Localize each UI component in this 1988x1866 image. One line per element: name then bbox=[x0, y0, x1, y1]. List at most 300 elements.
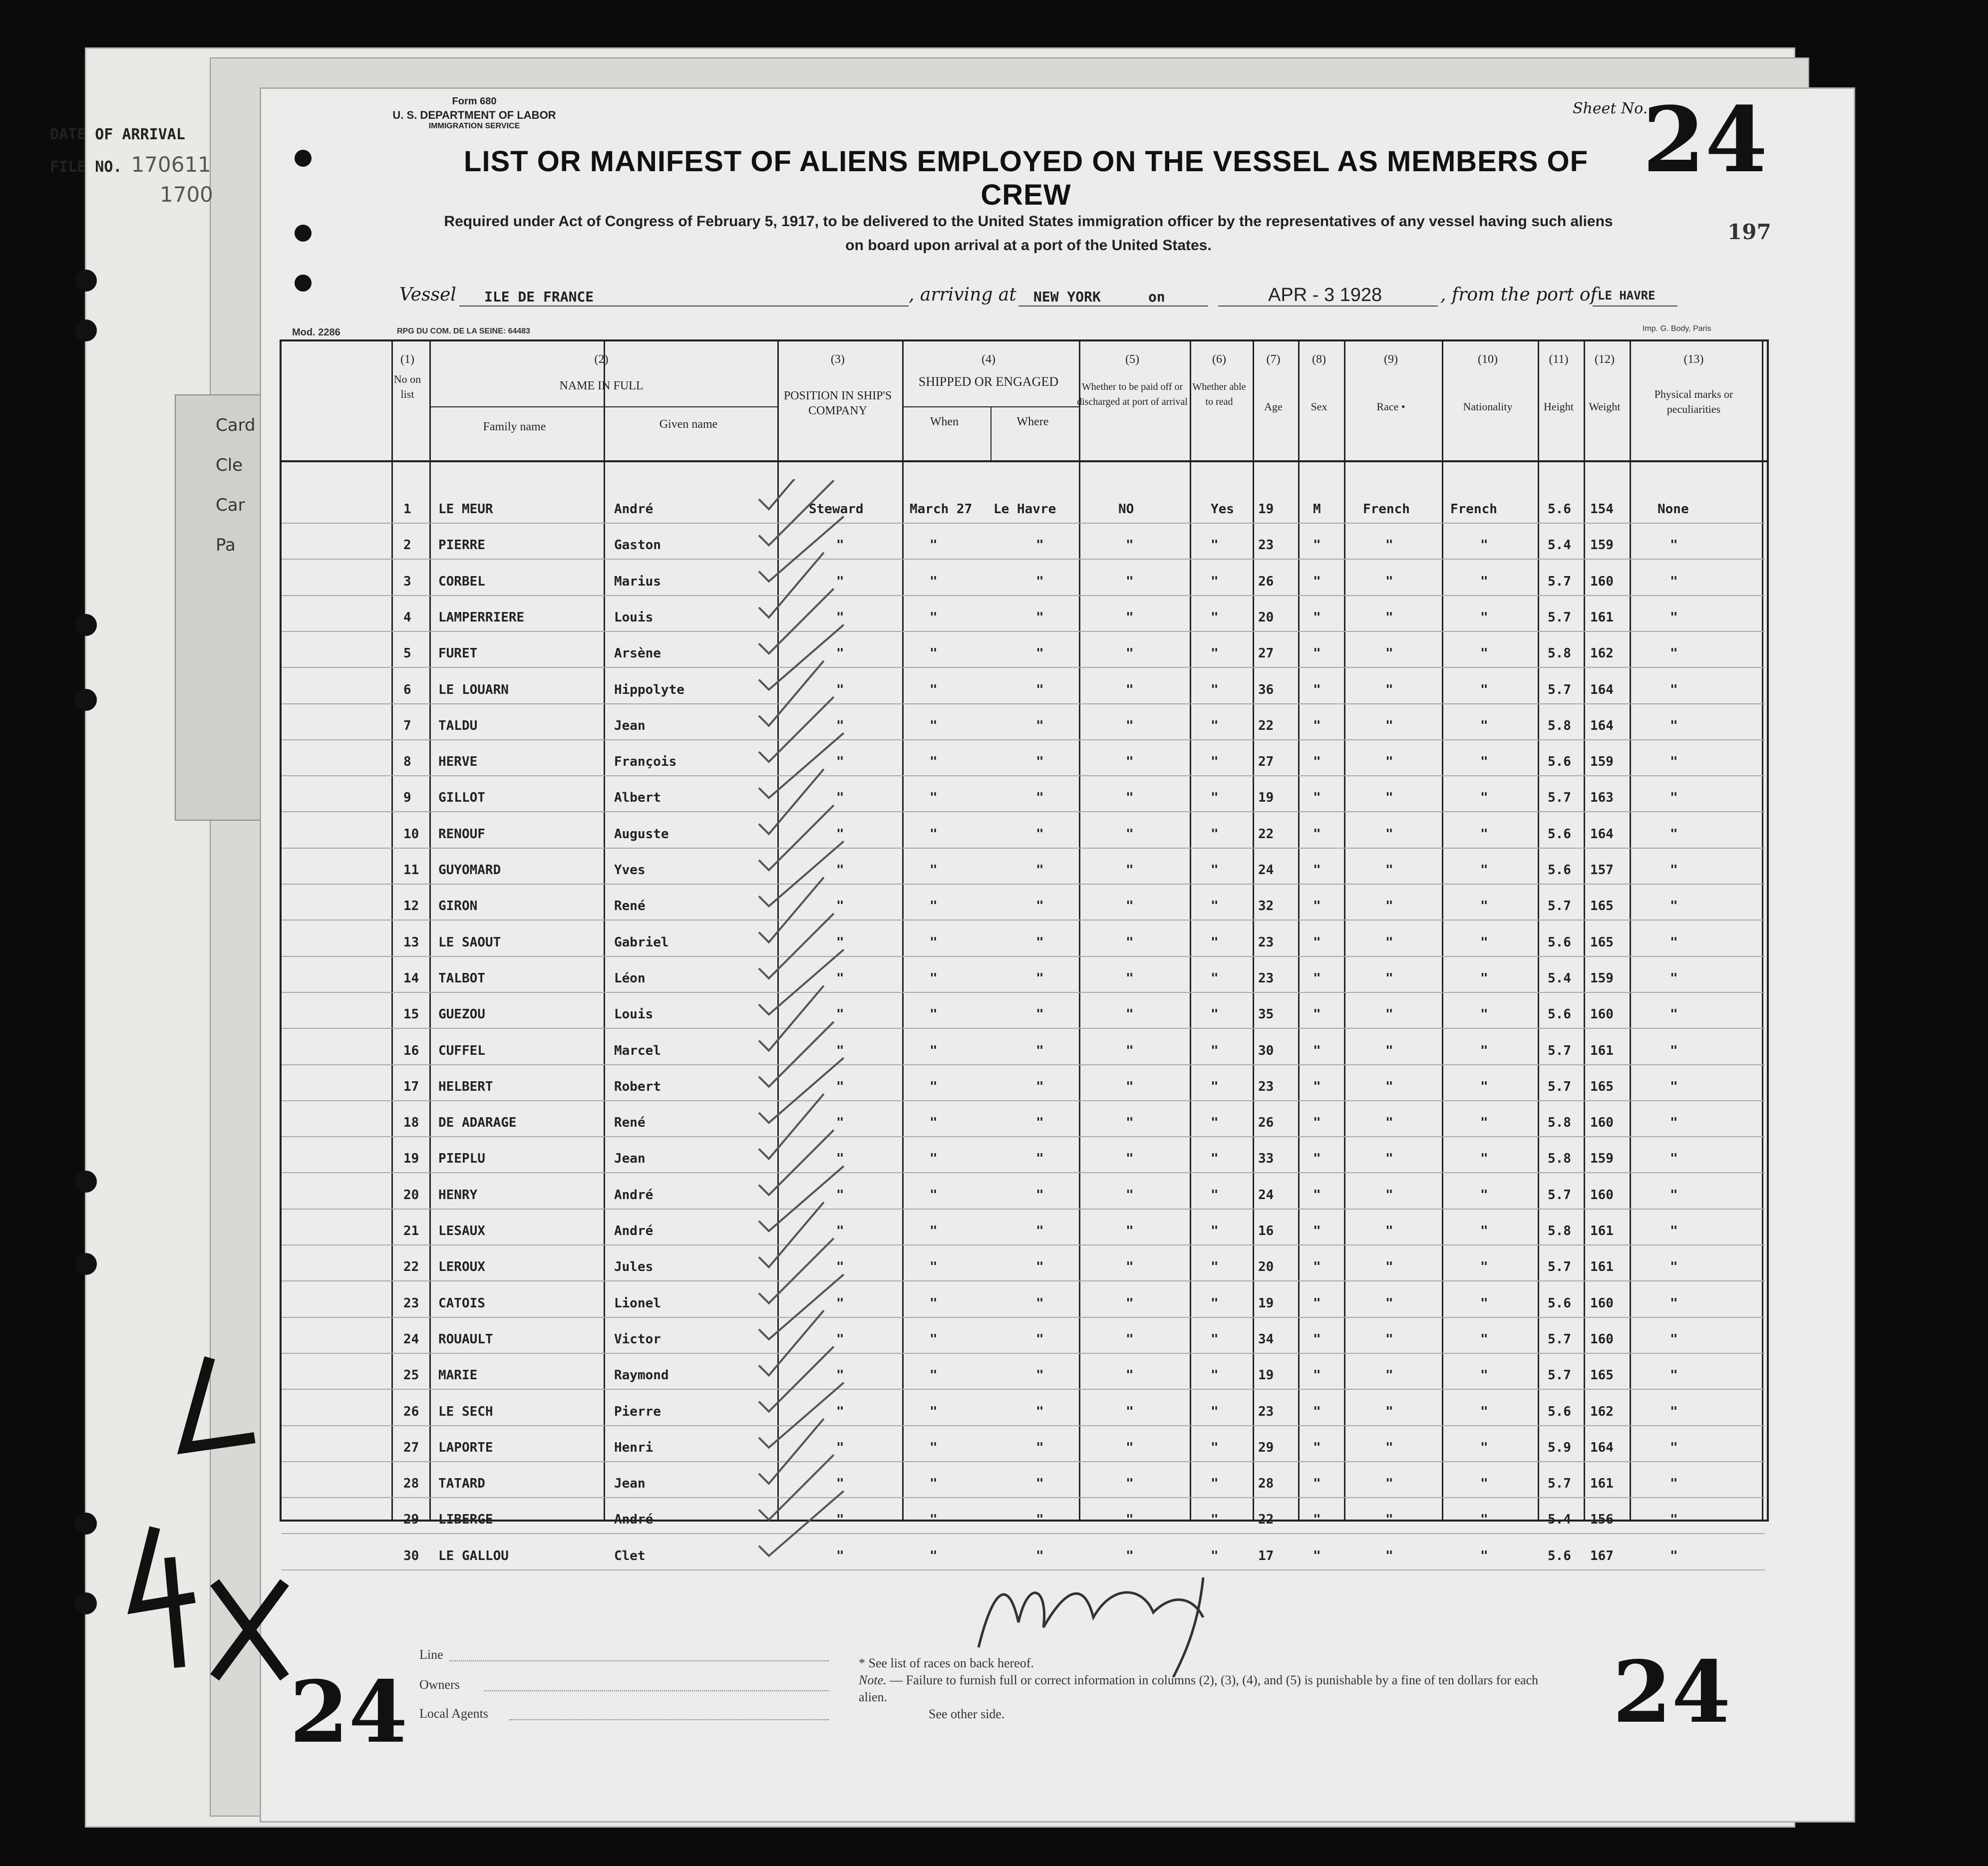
family-name: GILLOT bbox=[438, 790, 485, 806]
given-name: Jean bbox=[614, 1151, 646, 1167]
weight: 162 bbox=[1590, 646, 1614, 661]
form-number: Form 680 bbox=[452, 96, 497, 107]
able-to-read: " bbox=[1211, 718, 1219, 733]
physical-marks: " bbox=[1670, 1079, 1678, 1094]
given-name: André bbox=[614, 1224, 654, 1239]
nationality: " bbox=[1480, 1512, 1488, 1528]
sex: " bbox=[1313, 1512, 1321, 1528]
shipped-when: " bbox=[930, 574, 938, 589]
punch-hole bbox=[75, 1171, 97, 1193]
weight: 159 bbox=[1590, 970, 1614, 986]
physical-marks: " bbox=[1670, 1331, 1678, 1347]
row-rule bbox=[282, 775, 1765, 776]
paid-off: " bbox=[1126, 754, 1134, 770]
shipped-where: " bbox=[1036, 1476, 1044, 1492]
row-rule bbox=[282, 1064, 1765, 1065]
nationality: " bbox=[1480, 1079, 1488, 1094]
sheet-number-bottom-right: 24 bbox=[1613, 1642, 1731, 1742]
height: 5.7 bbox=[1548, 899, 1571, 914]
row-number: 16 bbox=[403, 1043, 419, 1058]
row-rule bbox=[282, 1028, 1765, 1029]
able-to-read: " bbox=[1211, 1115, 1219, 1131]
row-rule bbox=[282, 1317, 1765, 1318]
row-rule bbox=[282, 559, 1765, 560]
punch-hole bbox=[75, 1253, 97, 1275]
row-number: 25 bbox=[403, 1368, 419, 1383]
shipped-where: " bbox=[1036, 538, 1044, 553]
race: " bbox=[1385, 1404, 1393, 1419]
paid-off: " bbox=[1126, 899, 1134, 914]
shipped-where: " bbox=[1036, 610, 1044, 625]
shipped-when: " bbox=[930, 826, 938, 842]
col11-label: Height bbox=[1544, 400, 1574, 413]
race: " bbox=[1385, 1476, 1393, 1492]
physical-marks: " bbox=[1670, 1512, 1678, 1528]
able-to-read: " bbox=[1211, 574, 1219, 589]
race: " bbox=[1385, 682, 1393, 697]
paid-off: " bbox=[1126, 1512, 1134, 1528]
col2-label: NAME IN FULL bbox=[559, 379, 644, 392]
row-rule bbox=[282, 667, 1765, 668]
family-name: TALBOT bbox=[438, 970, 485, 986]
shipped-when: " bbox=[930, 682, 938, 697]
shipped-when: " bbox=[930, 970, 938, 986]
paid-off: " bbox=[1126, 934, 1134, 950]
physical-marks: " bbox=[1670, 1115, 1678, 1131]
able-to-read: " bbox=[1211, 538, 1219, 553]
shipped-where: " bbox=[1036, 1368, 1044, 1383]
able-to-read: " bbox=[1211, 1440, 1219, 1455]
shipped-where: " bbox=[1036, 1331, 1044, 1347]
row-number: 5 bbox=[403, 646, 411, 661]
height: 5.7 bbox=[1548, 610, 1571, 625]
shipped-where: " bbox=[1036, 1115, 1044, 1131]
card-text-4: Pa bbox=[216, 535, 236, 555]
punch-hole bbox=[75, 319, 97, 341]
family-name: TATARD bbox=[438, 1476, 485, 1492]
shipped-where: " bbox=[1036, 1043, 1044, 1058]
nationality: " bbox=[1480, 1440, 1488, 1455]
weight: 165 bbox=[1590, 1079, 1614, 1094]
age: 22 bbox=[1258, 1512, 1274, 1528]
family-name: CATOIS bbox=[438, 1295, 485, 1311]
given-name: Gaston bbox=[614, 538, 661, 553]
position: " bbox=[836, 718, 844, 733]
given-name: Jules bbox=[614, 1259, 654, 1275]
row-number: 10 bbox=[403, 826, 419, 842]
paid-off: " bbox=[1126, 1007, 1134, 1022]
height: 5.4 bbox=[1548, 970, 1571, 986]
row-number: 30 bbox=[403, 1548, 419, 1563]
family-name: HENRY bbox=[438, 1187, 478, 1203]
row-number: 29 bbox=[403, 1512, 419, 1528]
row-rule bbox=[282, 631, 1765, 632]
physical-marks: " bbox=[1670, 863, 1678, 878]
position: " bbox=[836, 1187, 844, 1203]
weight: 156 bbox=[1590, 1512, 1614, 1528]
sex: " bbox=[1313, 1440, 1321, 1455]
printer-right: Imp. G. Body, Paris bbox=[1643, 324, 1711, 333]
height: 5.7 bbox=[1548, 1079, 1571, 1094]
sheet-label: Sheet No. bbox=[1573, 100, 1648, 117]
physical-marks: None bbox=[1657, 502, 1689, 517]
card-text-3: Car bbox=[216, 495, 245, 515]
height: 5.7 bbox=[1548, 1187, 1571, 1203]
row-number: 7 bbox=[403, 718, 411, 733]
height: 5.6 bbox=[1548, 502, 1571, 517]
from-port-label: , from the port of bbox=[1440, 285, 1597, 305]
row-rule bbox=[282, 1172, 1765, 1173]
physical-marks: " bbox=[1670, 899, 1678, 914]
family-name: LE SECH bbox=[438, 1404, 493, 1419]
weight: 163 bbox=[1590, 790, 1614, 806]
paid-off: " bbox=[1126, 863, 1134, 878]
subtitle-line-1: Required under Act of Congress of February 5, 1917, to be delivered to the United States immigration officer by the representatives of any vessel having such aliens bbox=[444, 213, 1613, 230]
family-name: PIEPLU bbox=[438, 1151, 485, 1167]
given-name: Robert bbox=[614, 1079, 661, 1094]
attached-card bbox=[175, 394, 272, 821]
weight: 161 bbox=[1590, 1476, 1614, 1492]
physical-marks: " bbox=[1670, 934, 1678, 950]
row-rule bbox=[282, 1353, 1765, 1354]
card-text-1: Card bbox=[216, 415, 256, 435]
able-to-read: " bbox=[1211, 970, 1219, 986]
able-to-read: " bbox=[1211, 610, 1219, 625]
age: 23 bbox=[1258, 1404, 1274, 1419]
row-number: 17 bbox=[403, 1079, 419, 1094]
given-name: François bbox=[614, 754, 677, 770]
weight: 165 bbox=[1590, 934, 1614, 950]
file-number: 170611 bbox=[131, 152, 211, 177]
shipped-where: " bbox=[1036, 754, 1044, 770]
age: 24 bbox=[1258, 1187, 1274, 1203]
height: 5.8 bbox=[1548, 1115, 1571, 1131]
given-name: Louis bbox=[614, 1007, 654, 1022]
race: French bbox=[1363, 502, 1410, 517]
family-name: LE LOUARN bbox=[438, 682, 509, 697]
row-number: 11 bbox=[403, 863, 419, 878]
height: 5.6 bbox=[1548, 826, 1571, 842]
height: 5.9 bbox=[1548, 1440, 1571, 1455]
row-number: 4 bbox=[403, 610, 411, 625]
col6-num: (6) bbox=[1212, 353, 1226, 366]
nationality: " bbox=[1480, 610, 1488, 625]
paid-off: " bbox=[1126, 790, 1134, 806]
able-to-read: " bbox=[1211, 1512, 1219, 1528]
line-label: Line bbox=[419, 1647, 443, 1662]
given-name: André bbox=[614, 502, 654, 517]
age: 19 bbox=[1258, 1295, 1274, 1311]
position: " bbox=[836, 538, 844, 553]
weight: 161 bbox=[1590, 1043, 1614, 1058]
vessel-line bbox=[399, 285, 1677, 310]
sex: " bbox=[1313, 970, 1321, 986]
age: 22 bbox=[1258, 718, 1274, 733]
race: " bbox=[1385, 1115, 1393, 1131]
height: 5.4 bbox=[1548, 538, 1571, 553]
given-name: Gabriel bbox=[614, 934, 669, 950]
col4-where: Where bbox=[1016, 415, 1049, 428]
col9-label: Race • bbox=[1376, 400, 1405, 413]
row-number: 18 bbox=[403, 1115, 419, 1131]
card-text-2: Cle bbox=[216, 455, 243, 475]
position: " bbox=[836, 1548, 844, 1563]
family-name: FURET bbox=[438, 646, 478, 661]
punch-hole bbox=[295, 275, 312, 292]
nationality: " bbox=[1480, 574, 1488, 589]
family-name: TALDU bbox=[438, 718, 478, 733]
paid-off: " bbox=[1126, 826, 1134, 842]
age: 20 bbox=[1258, 610, 1274, 625]
weight: 164 bbox=[1590, 682, 1614, 697]
given-name: Jean bbox=[614, 718, 646, 733]
weight: 159 bbox=[1590, 1151, 1614, 1167]
shipped-where: " bbox=[1036, 1007, 1044, 1022]
shipped-when: " bbox=[930, 1259, 938, 1275]
weight: 161 bbox=[1590, 1259, 1614, 1275]
position: " bbox=[836, 790, 844, 806]
paid-off: " bbox=[1126, 1259, 1134, 1275]
able-to-read: " bbox=[1211, 1224, 1219, 1239]
sheet-number-bottom-left: 24 bbox=[290, 1662, 408, 1762]
row-number: 27 bbox=[403, 1440, 419, 1455]
sex: " bbox=[1313, 538, 1321, 553]
sex: " bbox=[1313, 826, 1321, 842]
shipped-when: " bbox=[930, 1512, 938, 1528]
able-to-read: " bbox=[1211, 1331, 1219, 1347]
position: " bbox=[836, 754, 844, 770]
paid-off: " bbox=[1126, 610, 1134, 625]
position: " bbox=[836, 1331, 844, 1347]
shipped-when: " bbox=[930, 1224, 938, 1239]
race: " bbox=[1385, 790, 1393, 806]
sex: " bbox=[1313, 1259, 1321, 1275]
age: 23 bbox=[1258, 538, 1274, 553]
physical-marks: " bbox=[1670, 718, 1678, 733]
race: " bbox=[1385, 1079, 1393, 1094]
physical-marks: " bbox=[1670, 754, 1678, 770]
given-name: Yves bbox=[614, 863, 646, 878]
col1-num: (1) bbox=[400, 353, 414, 366]
family-name: RENOUF bbox=[438, 826, 485, 842]
position: " bbox=[836, 1476, 844, 1492]
age: 19 bbox=[1258, 1368, 1274, 1383]
row-number: 14 bbox=[403, 970, 419, 986]
weight: 161 bbox=[1590, 610, 1614, 625]
row-number: 24 bbox=[403, 1331, 419, 1347]
weight: 160 bbox=[1590, 1187, 1614, 1203]
position: " bbox=[836, 646, 844, 661]
race: " bbox=[1385, 934, 1393, 950]
given-name: Léon bbox=[614, 970, 646, 986]
col8-label: Sex bbox=[1311, 400, 1327, 413]
shipped-where: " bbox=[1036, 1224, 1044, 1239]
given-name: Raymond bbox=[614, 1368, 669, 1383]
shipped-when: " bbox=[930, 790, 938, 806]
race: " bbox=[1385, 1440, 1393, 1455]
race: " bbox=[1385, 1548, 1393, 1563]
col3-num: (3) bbox=[831, 353, 845, 366]
able-to-read: " bbox=[1211, 934, 1219, 950]
sex: " bbox=[1313, 646, 1321, 661]
able-to-read: " bbox=[1211, 682, 1219, 697]
weight: 154 bbox=[1590, 502, 1614, 517]
page-title: LIST OR MANIFEST OF ALIENS EMPLOYED ON THE VESSEL AS MEMBERS OF CREW bbox=[463, 145, 1589, 211]
able-to-read: " bbox=[1211, 1295, 1219, 1311]
height: 5.6 bbox=[1548, 1548, 1571, 1563]
weight: 165 bbox=[1590, 899, 1614, 914]
paid-off: " bbox=[1126, 682, 1134, 697]
race: " bbox=[1385, 610, 1393, 625]
physical-marks: " bbox=[1670, 1259, 1678, 1275]
family-name: LEROUX bbox=[438, 1259, 485, 1275]
file-number-2: 1700 bbox=[160, 182, 213, 207]
family-name: PIERRE bbox=[438, 538, 485, 553]
row-rule bbox=[282, 1136, 1765, 1137]
age: 36 bbox=[1258, 682, 1274, 697]
col12-label: Weight bbox=[1589, 400, 1621, 413]
row-rule bbox=[282, 739, 1765, 740]
age: 29 bbox=[1258, 1440, 1274, 1455]
given-name: Marius bbox=[614, 574, 661, 589]
col10-num: (10) bbox=[1478, 353, 1498, 366]
height: 5.6 bbox=[1548, 863, 1571, 878]
age: 16 bbox=[1258, 1224, 1274, 1239]
shipped-where: " bbox=[1036, 718, 1044, 733]
able-to-read: " bbox=[1211, 899, 1219, 914]
age: 22 bbox=[1258, 826, 1274, 842]
weight: 160 bbox=[1590, 574, 1614, 589]
height: 5.7 bbox=[1548, 790, 1571, 806]
col4-when: When bbox=[930, 415, 959, 428]
row-number: 22 bbox=[403, 1259, 419, 1275]
weight: 164 bbox=[1590, 1440, 1614, 1455]
sex: " bbox=[1313, 610, 1321, 625]
see-other-side: See other side. bbox=[929, 1707, 1005, 1721]
given-name: Auguste bbox=[614, 826, 669, 842]
shipped-when: " bbox=[930, 934, 938, 950]
printer-left: RPG DU COM. DE LA SEINE: 64483 bbox=[397, 327, 531, 335]
physical-marks: " bbox=[1670, 1368, 1678, 1383]
sex: " bbox=[1313, 1043, 1321, 1058]
row-rule bbox=[282, 920, 1765, 921]
punch-hole bbox=[295, 225, 312, 242]
shipped-where: " bbox=[1036, 1151, 1044, 1167]
height: 5.8 bbox=[1548, 1224, 1571, 1239]
sex: " bbox=[1313, 1187, 1321, 1203]
paid-off: " bbox=[1126, 574, 1134, 589]
position: " bbox=[836, 1115, 844, 1131]
shipped-where: " bbox=[1036, 1440, 1044, 1455]
height: 5.6 bbox=[1548, 1404, 1571, 1419]
position: " bbox=[836, 1404, 844, 1419]
race: " bbox=[1385, 574, 1393, 589]
race: " bbox=[1385, 1007, 1393, 1022]
weight: 162 bbox=[1590, 1404, 1614, 1419]
row-number: 23 bbox=[403, 1295, 419, 1311]
nationality: " bbox=[1480, 1043, 1488, 1058]
sex: " bbox=[1313, 1224, 1321, 1239]
family-name: CUFFEL bbox=[438, 1043, 485, 1058]
punch-hole bbox=[75, 689, 97, 711]
paid-off: " bbox=[1126, 970, 1134, 986]
shipped-when: " bbox=[930, 1079, 938, 1094]
paid-off: " bbox=[1126, 1224, 1134, 1239]
handwritten-number bbox=[125, 1348, 300, 1697]
row-number: 9 bbox=[403, 790, 411, 806]
paid-off: " bbox=[1126, 1331, 1134, 1347]
shipped-where: " bbox=[1036, 646, 1044, 661]
shipped-when: " bbox=[930, 1043, 938, 1058]
punch-hole bbox=[75, 614, 97, 636]
nationality: " bbox=[1480, 538, 1488, 553]
nationality: " bbox=[1480, 934, 1488, 950]
arrival-date: APR - 3 1928 bbox=[1268, 285, 1382, 306]
sex: " bbox=[1313, 899, 1321, 914]
physical-marks: " bbox=[1670, 682, 1678, 697]
race: " bbox=[1385, 538, 1393, 553]
shipped-when: " bbox=[930, 646, 938, 661]
page-number: 197 bbox=[1727, 220, 1771, 244]
nationality: " bbox=[1480, 754, 1488, 770]
paid-off: " bbox=[1126, 538, 1134, 553]
col4-num: (4) bbox=[982, 353, 995, 366]
physical-marks: " bbox=[1670, 970, 1678, 986]
punch-hole bbox=[75, 1513, 97, 1535]
height: 5.7 bbox=[1548, 1259, 1571, 1275]
row-rule bbox=[282, 1280, 1765, 1281]
row-rule bbox=[282, 595, 1765, 596]
shipped-when: " bbox=[930, 1007, 938, 1022]
height: 5.7 bbox=[1548, 1331, 1571, 1347]
row-number: 6 bbox=[403, 682, 411, 697]
col12-num: (12) bbox=[1595, 353, 1615, 366]
age: 34 bbox=[1258, 1331, 1274, 1347]
row-number: 26 bbox=[403, 1404, 419, 1419]
physical-marks: " bbox=[1670, 1440, 1678, 1455]
able-to-read: " bbox=[1211, 1404, 1219, 1419]
col1-label: No on list bbox=[393, 373, 421, 400]
row-number: 19 bbox=[403, 1151, 419, 1167]
shipped-where: " bbox=[1036, 1295, 1044, 1311]
position: " bbox=[836, 1259, 844, 1275]
mod-number: Mod. 2286 bbox=[292, 327, 340, 338]
nationality: " bbox=[1480, 790, 1488, 806]
age: 17 bbox=[1258, 1548, 1274, 1563]
paid-off: NO bbox=[1118, 502, 1134, 517]
row-rule bbox=[282, 1100, 1765, 1101]
position: " bbox=[836, 682, 844, 697]
age: 23 bbox=[1258, 934, 1274, 950]
family-name: LAMPERRIERE bbox=[438, 610, 525, 625]
shipped-when: " bbox=[930, 1115, 938, 1131]
family-name: LESAUX bbox=[438, 1224, 485, 1239]
position: " bbox=[836, 1079, 844, 1094]
col5-label: Whether to be paid off or discharged at port of arrival bbox=[1077, 381, 1188, 407]
row-rule bbox=[282, 1461, 1765, 1462]
col7-label: Age bbox=[1264, 400, 1283, 413]
sex: " bbox=[1313, 934, 1321, 950]
physical-marks: " bbox=[1670, 1151, 1678, 1167]
height: 5.6 bbox=[1548, 754, 1571, 770]
punch-hole bbox=[295, 150, 312, 167]
able-to-read: " bbox=[1211, 1259, 1219, 1275]
sex: M bbox=[1313, 502, 1321, 517]
family-name: LE MEUR bbox=[438, 502, 493, 517]
shipped-when: " bbox=[930, 538, 938, 553]
paid-off: " bbox=[1126, 1368, 1134, 1383]
row-number: 12 bbox=[403, 899, 419, 914]
